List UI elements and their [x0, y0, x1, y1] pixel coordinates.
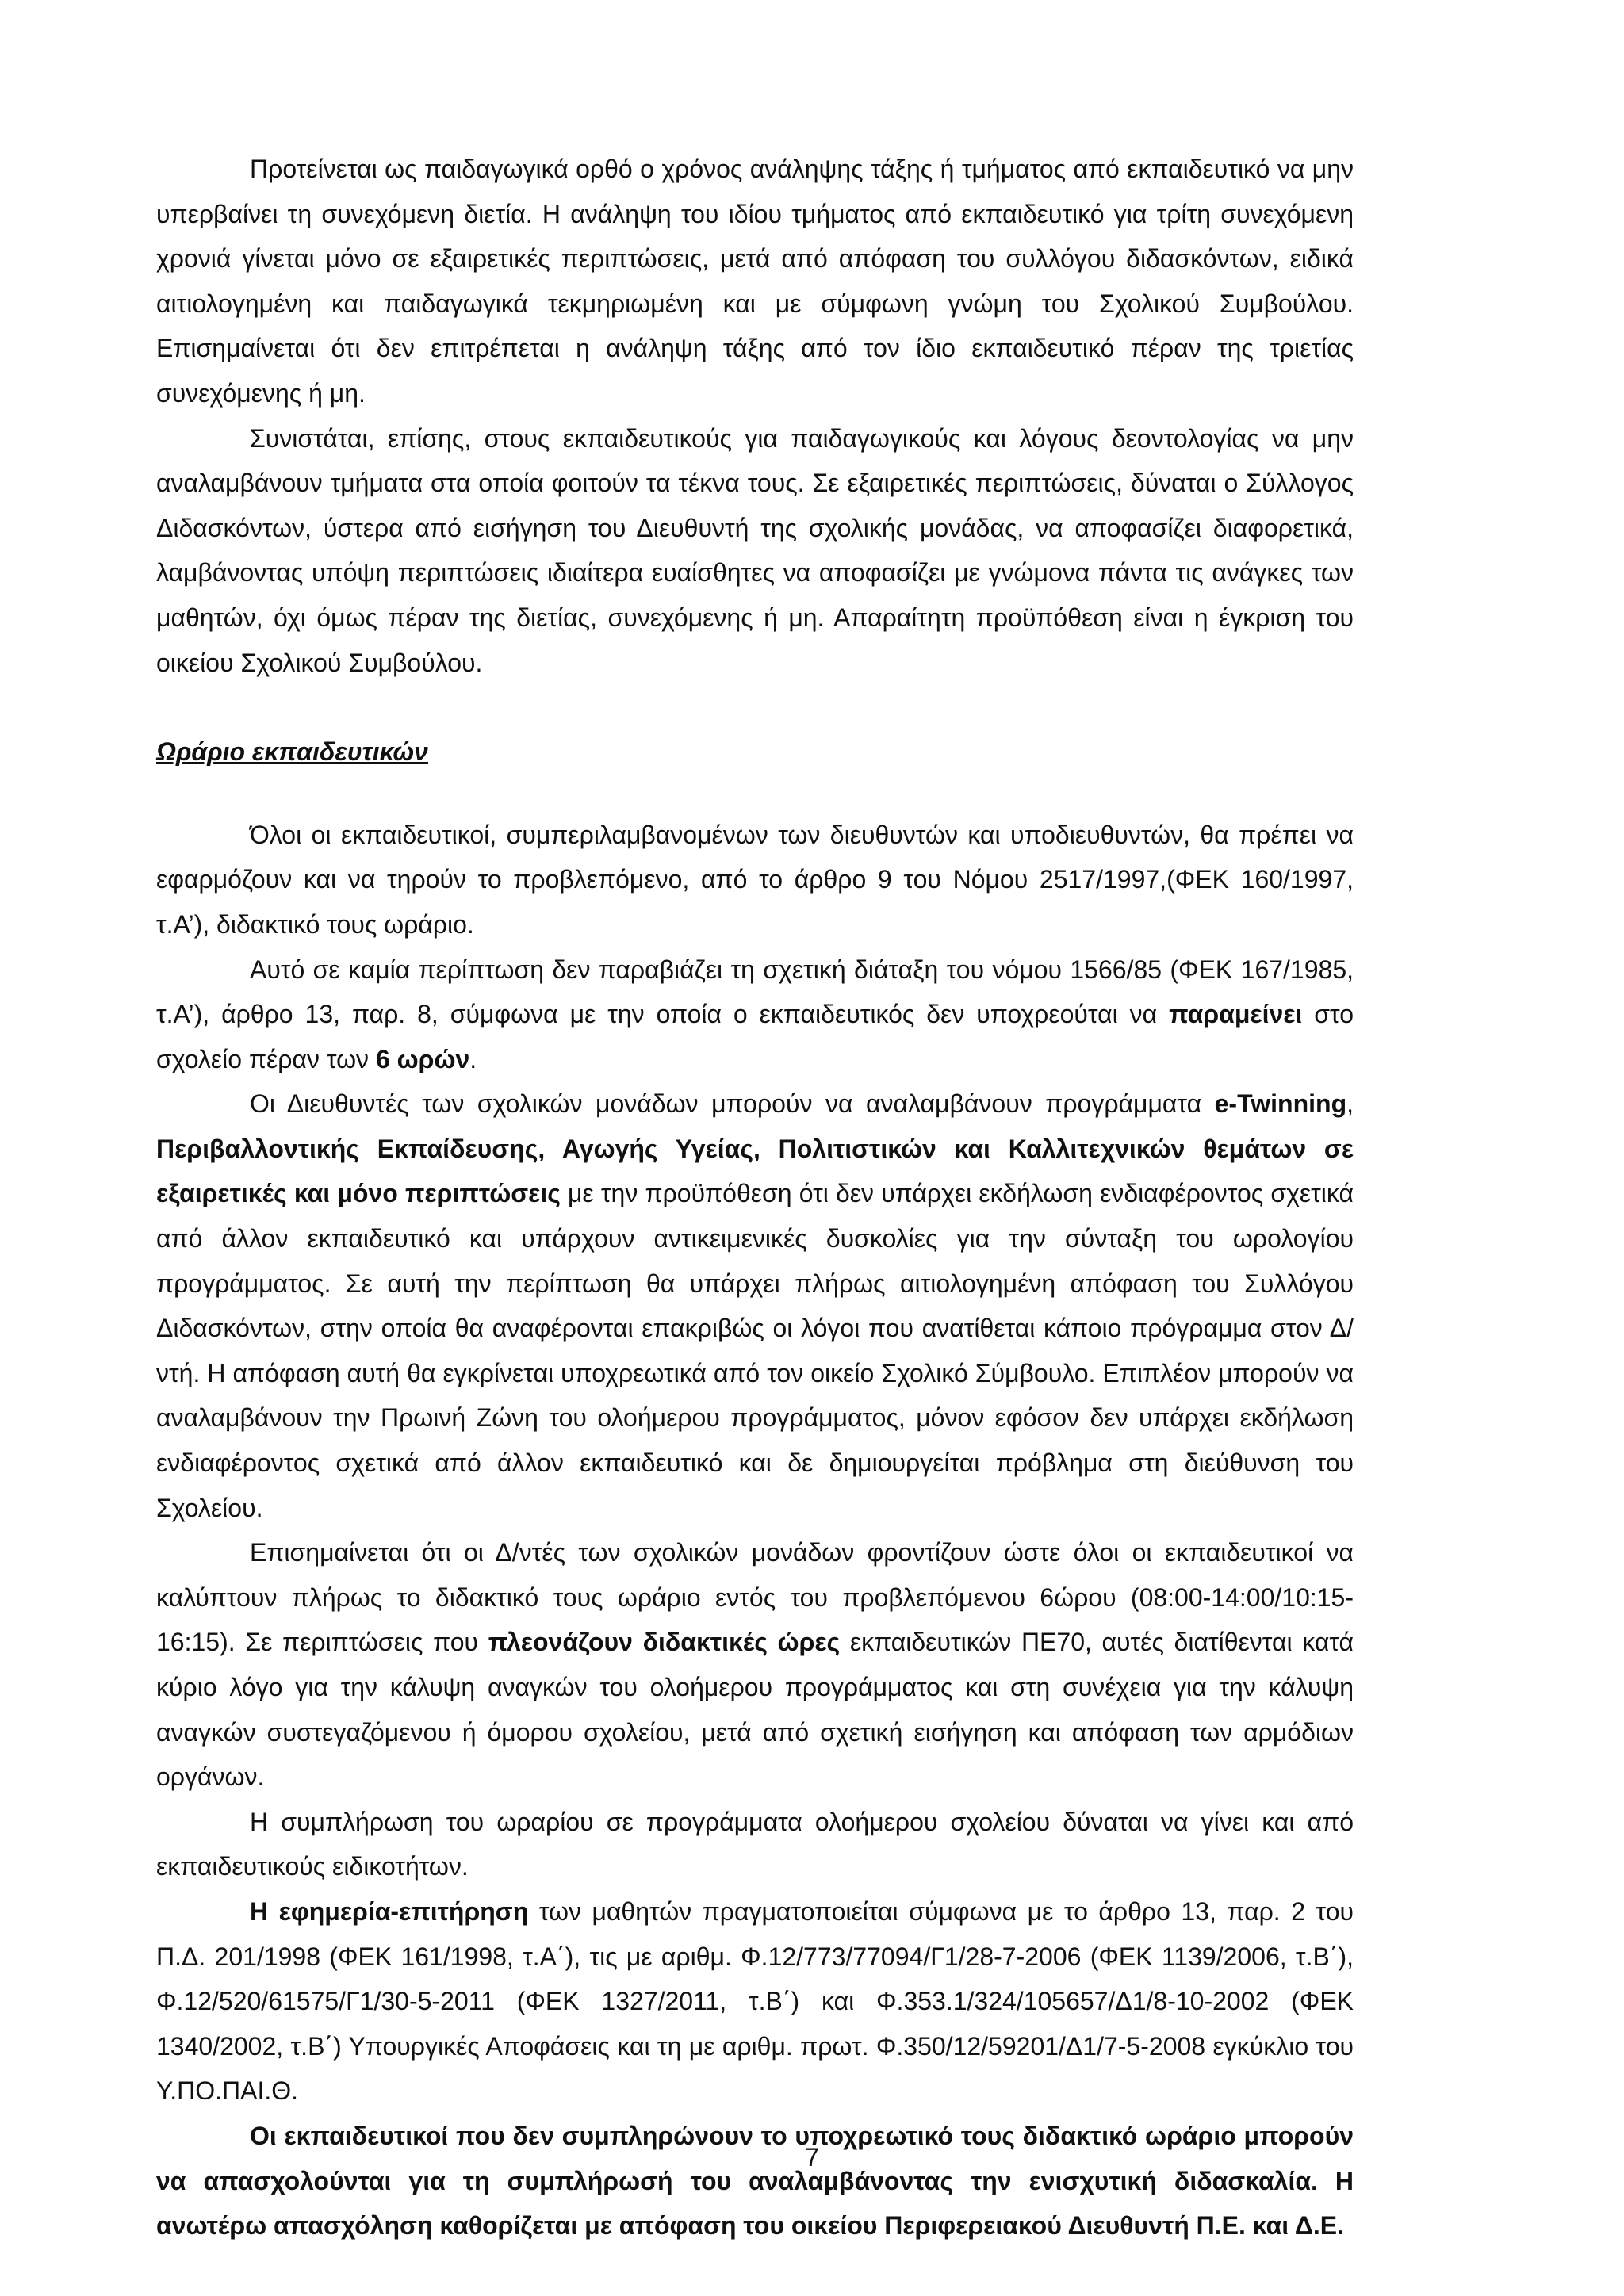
paragraph-parent-teachers: Συνιστάται, επίσης, στους εκπαιδευτικούς για παιδαγωγικούς και λόγους δεοντολογίας να μην αναλαμβάνουν τμήματα στα οποία φοιτούν τα τέκνα τους. Σε εξαιρετικές περιπτώσεις, δύναται ο Σύλλογος Διδασκόντων, ύστερα από εισήγηση του Διευθυντή της σχολικής μονάδας, να αποφασίζει διαφορετικά, λαμβάνοντας υπόψη περιπτώσεις ιδιαίτερα ευαίσθητες να αποφασίζει με γνώμονα πάντα τις ανάγκες των μαθητών, όχι όμως πέραν της διετίας, συνεχόμενης ή μη. Απαραίτητη προϋπόθεση είναι η έγκριση του οικείου Σχολικού Συμβούλου.	[156, 423, 1354, 677]
paragraph-schedule-coverage	[156, 1530, 1354, 1800]
bold-text-run: e-Twinning	[1214, 1089, 1347, 1119]
bold-text-run: Περιβαλλοντικής Εκπαίδευσης, Αγωγής Υγείας, Πολιτιστικών και Καλλιτεχνικών θεμάτων σε εξαιρετικές και μόνο περιπτώσεις	[156, 1134, 1354, 1208]
page-number: 7	[805, 2143, 819, 2172]
bold-text-run: πλεονάζουν διδακτικές ώρες	[488, 1628, 841, 1657]
text-run: εκπαιδευτικών ΠΕ70, αυτές διατίθενται κατά κύριο λόγο για την κάλυψη αναγκών του ολοήμερου προγράμματος και στη συνέχεια για την κάλυψη αναγκών συστεγαζόμενου ή όμορου σχολείου, μετά από σχετική εισήγηση και απόφαση των αρμόδιων οργάνων.	[156, 1628, 1354, 1792]
paragraph-law-1566	[156, 947, 1354, 1082]
paragraph-specialty-teachers: Η συμπλήρωση του ωραρίου σε προγράμματα ολοήμερου σχολείου δύναται να γίνει και από εκπαιδευτικούς ειδικοτήτων.	[156, 1807, 1354, 1881]
paragraph-teaching-hours: Όλοι οι εκπαιδευτικοί, συμπεριλαμβανομένων των διευθυντών και υποδιευθυντών, θα πρέπει να εφαρμόζουν και να τηρούν το προβλεπόμενο, από το άρθρο 9 του Νόμου 2517/1997,(ΦΕΚ 160/1997, τ.Α’), διδακτικό τους ωράριο.	[156, 820, 1354, 939]
text-run: Αυτό σε καμία περίπτωση δεν παραβιάζει τη σχετική διάταξη του νόμου 1566/85 (ΦΕΚ 167/1985, τ.Α’), άρθρο 13, παρ. 8, σύμφωνα με την οποία ο εκπαιδευτικός δεν υποχρεούται να	[156, 955, 1354, 1029]
text-run: Επισημαίνεται ότι οι Δ/ντές των σχολικών μονάδων φροντίζουν ώστε όλοι οι εκπαιδευτικοί να καλύπτουν πλήρως το διδακτικό τους ωράριο εντός του προβλεπόμενου 6ώρου (08:00-14:00/10:15-16:15). Σε περιπτώσεις που	[156, 1538, 1354, 1657]
text-run: .	[469, 1044, 477, 1073]
text-run: στο σχολείο πέραν των	[156, 1000, 1354, 1073]
bold-text-run: 6 ωρών	[375, 1044, 470, 1073]
text-run: των μαθητών πραγματοποιείται σύμφωνα με το άρθρο 13, παρ. 2 του Π.Δ. 201/1998 (ΦΕΚ 161/1998, τ.Α΄), τις με αριθμ. Φ.12/773/77094/Γ1/28-7-2006 (ΦΕΚ 1139/2006, τ.Β΄), Φ.12/520/61575/Γ1/30-5-2011 (ΦΕΚ 1327/2011, τ.Β΄) και Φ.353.1/324/105657/Δ1/8-10-2002 (ΦΕΚ 1340/2002, τ.Β΄) Υπουργικές Αποφάσεις και τη με αριθμ. πρωτ. Φ.350/12/59201/Δ1/7-5-2008 εγκύκλιο του Υ.ΠΟ.ΠΑΙ.Θ.	[156, 1896, 1354, 2106]
bold-text-run: παραμείνει	[1169, 1000, 1303, 1029]
text-run: Οι Διευθυντές των σχολικών μονάδων μπορούν να αναλαμβάνουν προγράμματα	[250, 1089, 1215, 1119]
document-body	[156, 147, 1354, 2248]
paragraph-supervision-duty	[156, 1889, 1354, 2114]
paragraph-directors-programs	[156, 1081, 1354, 1530]
text-run: ,	[1346, 1089, 1354, 1119]
bold-text-run: Η εφημερία-επιτήρηση	[250, 1896, 529, 1926]
section-heading-teacher-schedule: Ωράριο εκπαιδευτικών	[156, 737, 428, 767]
paragraph-remedial-teaching	[156, 2114, 1354, 2248]
bold-text-run: Οι εκπαιδευτικοί που δεν συμπληρώνουν το υποχρεωτικό τους διδακτικό ωράριο μπορούν να απασχολούνται για τη συμπλήρωσή του αναλαμβάνοντας την ενισχυτική διδασκαλία. Η ανωτέρω απασχόληση καθορίζεται με απόφαση του οικείου Περιφερειακού Διευθυντή Π.Ε. και Δ.Ε.	[156, 2121, 1354, 2241]
text-run: με την προϋπόθεση ότι δεν υπάρχει εκδήλωση ενδιαφέροντος σχετικά από άλλον εκπαιδευτικό και υπάρχουν αντικειμενικές δυσκολίες για την σύνταξη του ωρολογίου προγράμματος. Σε αυτή την περίπτωση θα υπάρχει πλήρως αιτιολογημένη απόφαση του Συλλόγου Διδασκόντων, στην οποία θα αναφέρονται επακριβώς οι λόγοι που ανατίθεται κάποιο πρόγραμμα στον Δ/ντή. Η απόφαση αυτή θα εγκρίνεται υποχρεωτικά από τον οικείο Σχολικό Σύμβουλο. Επιπλέον μπορούν να αναλαμβάνουν την Πρωινή Ζώνη του ολοήμερου προγράμματος, μόνον εφόσον δεν υπάρχει εκδήλωση ενδιαφέροντος σχετικά από άλλον εκπαιδευτικό και δε δημιουργείται πρόβλημα στη διεύθυνση του Σχολείου.	[156, 1179, 1354, 1522]
paragraph-teaching-term: Προτείνεται ως παιδαγωγικά ορθό ο χρόνος ανάληψης τάξης ή τμήματος από εκπαιδευτικό να μην υπερβαίνει τη συνεχόμενη διετία. Η ανάληψη του ιδίου τμήματος από εκπαιδευτικό για τρίτη συνεχόμενη χρονιά γίνεται μόνο σε εξαιρετικές περιπτώσεις, μετά από απόφαση του συλλόγου διδασκόντων, ειδικά αιτιολογημένη και παιδαγωγικά τεκμηριωμένη και με σύμφωνη γνώμη του Σχολικού Συμβούλου. Επισημαίνεται ότι δεν επιτρέπεται η ανάληψη τάξης από τον ίδιο εκπαιδευτικό πέραν της τριετίας συνεχόμενης ή μη.	[156, 155, 1354, 408]
